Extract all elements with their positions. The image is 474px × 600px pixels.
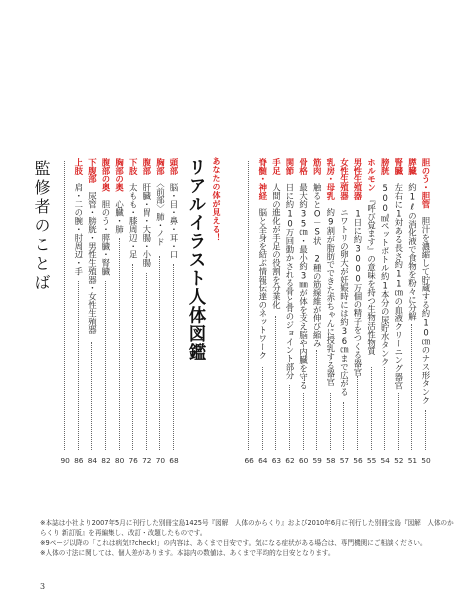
toc-category: ホルモン <box>366 158 377 192</box>
toc-entry-text <box>100 158 112 275</box>
toc-entry[interactable] <box>100 158 112 465</box>
toc-description: 心臓・肺 <box>114 199 125 234</box>
dot-leader <box>316 350 317 450</box>
dot-leader <box>275 316 276 450</box>
toc-entry[interactable] <box>141 158 153 465</box>
toc-category: 脊髄・神経 <box>257 158 268 200</box>
dot-leader <box>78 281 79 450</box>
toc-category: 手足 <box>271 158 282 175</box>
toc-entry[interactable] <box>284 158 296 465</box>
toc-description: 胆汁を濃縮して貯蔵する約10㎝のナス形タンク <box>421 216 431 405</box>
dot-leader <box>289 385 290 450</box>
toc-entry[interactable] <box>379 158 391 465</box>
toc-entry-text <box>352 158 364 376</box>
toc-description: 約1ℓの消化液で食物を粉々に分解 <box>407 183 418 321</box>
toc-category: 腎臓 <box>393 158 404 175</box>
toc-page-number: 51 <box>407 456 418 465</box>
dot-leader <box>384 367 385 450</box>
toc-entry-text <box>127 158 139 259</box>
dot-leader <box>357 376 358 450</box>
toc-page-number: 72 <box>142 456 152 465</box>
toc-entry[interactable] <box>325 158 337 465</box>
toc-category: 下腹部 <box>87 158 98 184</box>
toc-category: 骨格 <box>298 158 309 175</box>
toc-description: 触るとO－S状 2種の筋線維が伸び縮み <box>312 183 323 348</box>
toc-page-number: 52 <box>394 456 404 465</box>
toc-page-number: 86 <box>74 456 84 465</box>
toc-category: 腹部の奥 <box>101 158 111 192</box>
toc-entry[interactable] <box>338 158 350 465</box>
note-2: ※9ページ以降の「これは病気!?check!」の内容は、あくまで目安です。気になる症状がある場合は、専門機関にご相談ください。 <box>40 539 427 547</box>
notes-block <box>40 518 460 558</box>
toc-category: 胸部 <box>155 158 166 175</box>
toc-entry[interactable] <box>73 158 85 465</box>
toc-entry[interactable] <box>366 158 378 465</box>
toc-category: 頭部 <box>169 158 179 175</box>
supervisor-heading[interactable]: 監修者のことば <box>32 160 51 293</box>
toc-entry-text <box>270 158 282 309</box>
toc-page-number: 60 <box>298 456 309 465</box>
note-1: ※本誌は小社より2007年5月に刊行した別冊宝島1425号『図解 人体のからくり』および2010年6月に刊行した別冊宝島『図解 人体のからくり 新訂版』を再編集し、改訂・改題したものです。 <box>40 519 454 537</box>
toc-entry-text <box>311 158 323 347</box>
toc-category: 胸部の奥 <box>114 158 125 192</box>
toc-category: 関節 <box>285 158 295 175</box>
section-title: リアルイラスト人体図鑑 <box>186 158 206 362</box>
dot-leader <box>119 238 120 450</box>
dot-leader <box>159 256 160 450</box>
toc-entry[interactable] <box>114 158 126 465</box>
dot-leader <box>132 264 133 450</box>
toc-description: 左右に1対ある長さ約11㎝の血液クリーニング器官 <box>393 183 404 390</box>
toc-entry-text <box>284 158 296 379</box>
toc-entry-text <box>154 158 166 246</box>
toc-description: 500㎖ペットボトル約1本分の尿貯水タンク <box>380 183 391 366</box>
toc-entry-text <box>114 158 126 234</box>
section-subtitle: あなたの体が見える！ <box>212 157 221 242</box>
toc-entry-text <box>141 158 153 267</box>
toc-page-number: 76 <box>128 456 138 465</box>
note-3: ※人体の寸法に関しては、個人差があります。本誌内の数値は、あくまで平均的な目安となります。 <box>40 549 335 557</box>
toc-category: 女性生殖器 <box>339 158 350 200</box>
toc-page-number: 70 <box>155 456 166 465</box>
dot-leader <box>64 161 65 450</box>
toc-entry-text <box>325 158 337 386</box>
toc-description: 胆のう・膵臓・腎臓 <box>101 199 111 276</box>
toc-description: 最大約35㎝・最小約3㎜が体を支え脳や内臓を守る <box>298 183 309 390</box>
toc-entry[interactable] <box>270 158 282 465</box>
toc-category: 筋肉 <box>312 158 323 175</box>
toc-page-number: 82 <box>101 456 111 465</box>
toc-category: 男性生殖器 <box>353 158 363 200</box>
toc-page-number: 84 <box>87 456 98 465</box>
toc-description: 1日に約3000万個の精子をつくる器官 <box>353 208 363 376</box>
toc-page-number: 58 <box>326 456 336 465</box>
toc-category: 下肢 <box>128 158 139 175</box>
toc-description: 肝臓・胃・大腸・小腸 <box>141 183 152 268</box>
toc-entry[interactable] <box>352 158 364 465</box>
toc-entry[interactable] <box>86 158 98 465</box>
toc-description: 人間の進化が手足の役割を分業化 <box>271 183 282 310</box>
dot-leader <box>105 281 106 450</box>
toc-entry-text <box>338 158 350 396</box>
dot-leader <box>411 324 412 450</box>
toc-entry-text <box>406 158 418 321</box>
toc-entry[interactable] <box>420 158 432 465</box>
toc-page-number: 80 <box>114 456 125 465</box>
toc-page-number: 55 <box>366 456 377 465</box>
dot-leader <box>91 342 92 450</box>
dot-leader <box>343 402 344 450</box>
toc-page-number: 68 <box>169 456 179 465</box>
toc-entry-text <box>168 158 180 259</box>
toc-category: 乳房・母乳 <box>325 158 336 200</box>
toc-description: 約9割が脂肪でできた赤ちゃんに授乳する器官 <box>325 208 336 387</box>
toc-entry[interactable] <box>59 158 71 465</box>
toc-entry-text <box>298 158 310 389</box>
toc-page-number: 66 <box>244 456 254 465</box>
toc-entry-text <box>366 158 378 355</box>
dot-leader <box>303 393 304 450</box>
toc-page-number: 56 <box>353 456 363 465</box>
toc-page-number: 59 <box>312 456 322 465</box>
toc-entry[interactable] <box>406 158 418 465</box>
toc-category: 胆のう・胆管 <box>421 158 431 209</box>
toc-description: 太もも・膝周辺・足 <box>128 183 139 259</box>
toc-entry[interactable] <box>168 158 180 465</box>
toc-entry[interactable] <box>298 158 310 465</box>
dot-leader <box>173 264 174 450</box>
toc-entry-text <box>420 158 432 405</box>
toc-entry-text <box>86 158 98 334</box>
toc-description: 〈前部〉肺・ノド <box>155 183 166 247</box>
toc-page-number: 63 <box>271 456 282 465</box>
toc-page-number: 54 <box>380 456 390 465</box>
toc-description: ニワトリの卵大が妊娠時には約36㎝まで広がる <box>339 208 350 397</box>
dot-leader <box>248 161 249 450</box>
toc-entry-text <box>73 158 85 275</box>
page-number: 3 <box>40 582 46 591</box>
dot-leader <box>146 273 147 450</box>
toc-description: 脳と全身を結ぶ情報伝達のネットワーク <box>257 208 268 360</box>
toc-description: 脳・目・鼻・耳・口 <box>169 183 179 259</box>
toc-description: 肩・二の腕・肘周辺・手 <box>73 183 84 276</box>
toc-category: 膀胱 <box>380 158 391 175</box>
toc-entry[interactable] <box>257 158 269 465</box>
toc-entry[interactable] <box>127 158 139 465</box>
toc-entry-text <box>393 158 405 389</box>
dot-leader <box>425 410 426 450</box>
toc-page-number: 62 <box>285 456 295 465</box>
dot-leader <box>398 393 399 450</box>
toc-page-number: 50 <box>421 456 431 465</box>
toc-entry[interactable] <box>311 158 323 465</box>
toc-entry[interactable] <box>243 158 255 465</box>
dot-leader <box>330 393 331 450</box>
toc-category: 上肢 <box>73 158 84 175</box>
toc-page-number: 57 <box>339 456 350 465</box>
toc-page-number: 90 <box>60 456 70 465</box>
toc-entry[interactable] <box>393 158 405 465</box>
toc-entry-text <box>257 158 269 359</box>
toc-description: 尿管・膀胱・男性生殖器・女性生殖器 <box>87 191 98 335</box>
toc-description: 日に約10万回動かされる骨と骨のジョイント部分 <box>285 183 295 380</box>
dot-leader <box>262 367 263 450</box>
toc-description: 『呼び覚ます』の意味を持つ生物活性物質 <box>366 199 377 356</box>
toc-entry[interactable] <box>154 158 166 465</box>
toc-category: 膵臓 <box>407 158 418 175</box>
toc-page-number: 64 <box>258 456 268 465</box>
toc-category: 腹部 <box>141 158 152 175</box>
dot-leader <box>371 367 372 450</box>
toc-entry-text <box>379 158 391 366</box>
